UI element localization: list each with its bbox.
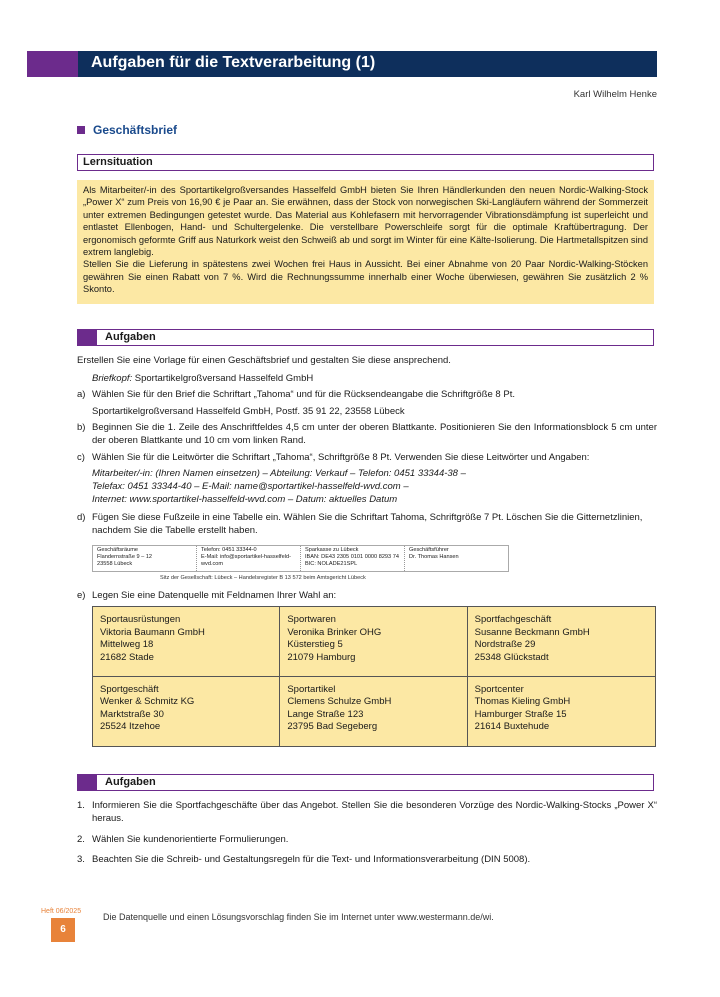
task-item-text: Wählen Sie kundenorientierte Formulierungen. xyxy=(92,834,289,845)
footer-cell-text: IBAN: DE43 2305 0101 0000 8293 74 xyxy=(305,554,399,560)
datasource-line: 25348 Glückstadt xyxy=(474,651,549,663)
datasource-line: Clemens Schulze GmbH xyxy=(287,696,392,707)
footer-cell-premises xyxy=(93,546,197,571)
footer-cell-text: Geschäftsführer xyxy=(409,547,449,553)
datasource-line: Thomas Kieling GmbH xyxy=(474,696,571,707)
footer-cell-text: BIC: NOLADE21SPL xyxy=(305,561,358,567)
datasource-line: Sportausrüstungen xyxy=(100,614,181,625)
aufgaben-tab-1 xyxy=(78,330,97,345)
task-e-marker: e) xyxy=(77,590,86,601)
section-heading xyxy=(77,123,177,137)
lernsituation-heading: Lernsituation xyxy=(83,156,153,168)
lernsituation-box xyxy=(77,180,654,304)
task-e-text: Legen Sie eine Datenquelle mit Feldnamen Ihrer Wahl an: xyxy=(92,590,337,601)
datasource-line: Sportartikel xyxy=(287,683,336,695)
lernsituation-paragraph-1: Als Mitarbeiter/-in des Sportartikelgroßversandes Hasselfeld GmbH bieten Sie Ihren Händlerkunden den neuen Nordic-Walking-Stock „Power X“ zum Preis von 16,90 € je Paar an. Sie erwähnen, dass der Stock von norwegischen Ski-Langläufern während der Sommerzeit unter extremen Bedingungen getestet wurde. Das Material aus Kohlefasern mit hervorragender Vibrationsdämpfung ist superleicht und entlastet Ellenbogen, Hand- und Schultergelenke. Die verstellbare Powerschleife sorgt für die optimale Kraftübertragung. Der ergonomisch geformte Griff aus Naturkork weist den Schweiß ab und sorgt im Winter für eine Kälte-Isolierung. Die Hartmetallspitzen sind extrem langlebig. xyxy=(83,185,648,258)
datasource-line: Nordstraße 29 xyxy=(474,639,536,650)
datasource-line: Sportfachgeschäft xyxy=(474,614,552,625)
task-a-text: Wählen Sie für den Brief die Schriftart „Tahoma“ und für die Rücksendeangabe die Schriftgröße 8 Pt. xyxy=(92,389,515,400)
datasource-line: Lange Straße 123 xyxy=(287,708,364,720)
aufgaben-heading-1: Aufgaben xyxy=(105,331,156,343)
aufgaben-tab-2 xyxy=(78,775,97,790)
task-c-line-2: Telefax: 0451 33344-40 – E-Mail: name@sportartikel-hasselfeld-wvd.com – xyxy=(92,481,409,492)
task-item-text: Informieren Sie die Sportfachgeschäfte über das Angebot. Stellen Sie die besonderen Vorzüge des Nordic-Walking-Stocks „Power X“ heraus. xyxy=(92,800,657,824)
datasource-line: Hamburger Straße 15 xyxy=(474,708,567,720)
footer-cell-text: Geschäftsräume xyxy=(97,547,139,553)
footer-cell-text: Sparkasse zu Lübeck xyxy=(305,547,359,553)
footer-cell-text: Flandernstraße 9 – 12 xyxy=(97,554,153,560)
datasource-cell xyxy=(93,677,280,747)
datasource-line: 23795 Bad Segeberg xyxy=(287,721,378,732)
section-title: Geschäftsbrief xyxy=(93,123,178,137)
task-c-line-3: Internet: www.sportartikel-hasselfeld-wvd.com – Datum: aktuelles Datum xyxy=(92,494,398,505)
task-b-marker: b) xyxy=(77,422,86,433)
footer-text: Die Datenquelle und einen Lösungsvorschlag finden Sie im Internet unter www.westermann.de/wi. xyxy=(103,912,494,922)
datasource-line: 21079 Hamburg xyxy=(287,651,356,663)
task-item-marker: 3. xyxy=(77,854,85,865)
task-a-sub: Sportartikelgroßversand Hasselfeld GmbH, Postf. 35 91 22, 23558 Lübeck xyxy=(92,406,405,417)
title-bar xyxy=(27,51,657,77)
datasource-line: Sportgeschäft xyxy=(100,683,159,695)
footer-cell-management xyxy=(405,546,508,571)
datasource-line: Mittelweg 18 xyxy=(100,639,154,650)
task-c-marker: c) xyxy=(77,452,85,463)
datasource-line: 21614 Buxtehude xyxy=(474,721,550,732)
task-item-marker: 1. xyxy=(77,800,85,811)
footer-table-note: Sitz der Gesellschaft: Lübeck – Handelsregister B 13 572 beim Amtsgericht Lübeck xyxy=(160,575,366,581)
footer-cell-text: 23558 Lübeck xyxy=(97,561,133,567)
lernsituation-paragraph-2: Stellen Sie die Lieferung in spätestens zwei Wochen frei Haus in Aussicht. Bei einer Abnahme von 20 Paar Nordic-Walking-Stöcken gewähren Sie einen Rabatt von 7 %. Wird die Rechnungssumme innerhalb einer Woche überwiesen, gewähren Sie zusätzlich 2 % Skonto. xyxy=(83,259,648,295)
author-name: Karl Wilhelm Henke xyxy=(573,89,657,100)
briefkopf-value: Sportartikelgroßversand Hasselfeld GmbH xyxy=(132,373,314,384)
footer-table-sample xyxy=(92,545,509,572)
aufgaben-heading-box-1 xyxy=(77,329,654,346)
datasource-cell xyxy=(93,607,280,677)
datasource-table xyxy=(92,606,656,747)
datasource-line: Marktstraße 30 xyxy=(100,708,164,720)
footer-cell-bank xyxy=(301,546,405,571)
task-c-text: Wählen Sie für die Leitwörter die Schriftart „Tahoma“, Schriftgröße 8 Pt. Verwenden Sie diese Leitwörter und Angaben: xyxy=(92,452,590,463)
page-title: Aufgaben für die Textverarbeitung (1) xyxy=(91,54,376,71)
aufgaben-heading-2: Aufgaben xyxy=(105,776,156,788)
aufgaben-heading-box-2 xyxy=(77,774,654,791)
briefkopf-line xyxy=(92,373,313,386)
title-accent xyxy=(27,51,78,77)
datasource-line: 21682 Stade xyxy=(100,651,154,663)
briefkopf-label: Briefkopf: xyxy=(92,373,133,384)
lernsituation-heading-box xyxy=(77,154,654,171)
datasource-line: Sportwaren xyxy=(287,614,336,625)
task-item-marker: 2. xyxy=(77,834,85,845)
datasource-cell xyxy=(468,677,655,747)
task-item-text: Beachten Sie die Schreib- und Gestaltungsregeln für die Text- und Informationsverarbeitung (DIN 5008). xyxy=(92,854,531,865)
page-number: 6 xyxy=(51,918,75,942)
footer-cell-contact xyxy=(197,546,301,571)
datasource-line: Veronika Brinker OHG xyxy=(287,626,382,638)
datasource-line: Viktoria Baumann GmbH xyxy=(100,626,205,638)
datasource-cell xyxy=(280,677,467,747)
task-c-line-1: Mitarbeiter/-in: (Ihren Namen einsetzen) – Abteilung: Verkauf – Telefon: 0451 33344-38 – xyxy=(92,468,466,479)
datasource-line: Susanne Beckmann GmbH xyxy=(474,626,590,638)
issue-label: Heft 06/2025 xyxy=(41,908,82,915)
task-b-text: Beginnen Sie die 1. Zeile des Anschriftfeldes 4,5 cm unter der oberen Blattkante. Positionieren Sie den Informationsblock 5 cm unter der oberen Blattkante und 10 cm vom linken Rand. xyxy=(92,422,657,446)
footer-cell-text: Telefon: 0451 33344-0 xyxy=(201,547,257,553)
datasource-cell xyxy=(468,607,655,677)
datasource-line: Sportcenter xyxy=(474,683,524,695)
footer-cell-text: E-Mail: info@sportartikel-hasselfeld-wvd.com xyxy=(201,554,291,567)
task-d-marker: d) xyxy=(77,512,86,523)
section-bullet-icon xyxy=(77,126,85,134)
task-intro: Erstellen Sie eine Vorlage für einen Geschäftsbrief und gestalten Sie diese ansprechend. xyxy=(77,355,451,366)
task-a-marker: a) xyxy=(77,389,86,400)
datasource-line: 25524 Itzehoe xyxy=(100,721,161,732)
datasource-line: Küsterstieg 5 xyxy=(287,639,343,650)
footer-cell-text: Dr. Thomas Hansen xyxy=(409,554,459,560)
datasource-line: Wenker & Schmitz KG xyxy=(100,696,195,707)
datasource-cell xyxy=(280,607,467,677)
task-d-text: Fügen Sie diese Fußzeile in eine Tabelle ein. Wählen Sie die Schriftart Tahoma, Schriftgröße 7 Pt. Löschen Sie die Gitternetzlinien, nachdem Sie die Tabelle erstellt haben. xyxy=(92,512,643,536)
